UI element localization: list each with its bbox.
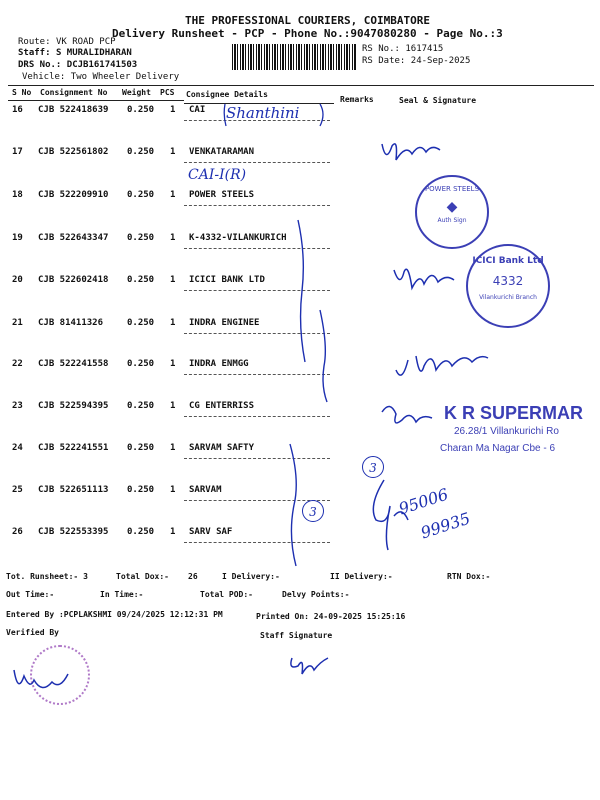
stamp-text: Auth Sign xyxy=(437,217,467,224)
printed-on: Printed On: 24-09-2025 15:25:16 xyxy=(256,612,406,621)
drs-line xyxy=(18,60,137,70)
delivery-points-label: Delvy Points:- xyxy=(282,590,350,599)
row-pcs: 1 xyxy=(170,527,176,537)
handwritten-phone: 95006 xyxy=(396,484,451,519)
col-seal-signature: Seal & Signature xyxy=(399,96,477,105)
verified-signature xyxy=(8,660,88,700)
handwritten-phone: 99935 xyxy=(418,508,473,543)
row-divider xyxy=(184,458,330,459)
row-consignee: K-4332-VILANKURICH xyxy=(189,233,287,243)
row-divider xyxy=(184,416,330,417)
rs-date-label: RS Date: xyxy=(362,56,406,66)
staff-line xyxy=(18,48,132,58)
row-consignment-no: CJB 522643347 xyxy=(38,233,109,243)
circle-mark-text: 3 xyxy=(369,461,377,475)
staff-value: S MURALIDHARAN xyxy=(55,48,132,58)
row-weight: 0.250 xyxy=(127,275,155,285)
col-remarks: Remarks xyxy=(340,95,374,104)
header-top-rule xyxy=(8,85,594,86)
table-row xyxy=(0,186,600,206)
row-consignment-no: CJB 522594395 xyxy=(38,401,109,411)
kr-supermarket-stamp-address: 26.28/1 Villankurichi Ro xyxy=(454,426,559,437)
row-pcs: 1 xyxy=(170,359,176,369)
row-consignee: SARVAM SAFTY xyxy=(189,443,255,453)
circle-mark xyxy=(302,500,324,522)
ii-delivery-label: II Delivery:- xyxy=(330,572,393,581)
route-value: VK ROAD PCP xyxy=(55,37,116,47)
row-sno: 18 xyxy=(12,190,23,200)
rs-date-line xyxy=(362,56,470,66)
barcode-image xyxy=(232,44,356,70)
row-sno: 19 xyxy=(12,233,23,243)
row-weight: 0.250 xyxy=(127,401,155,411)
row-consignment-no: CJB 522553395 xyxy=(38,527,109,537)
row-sno: 16 xyxy=(12,105,23,115)
vehicle-label: Vehicle: xyxy=(22,72,66,82)
row-consignee: CG ENTERRISS xyxy=(189,401,255,411)
row-sno: 22 xyxy=(12,359,23,369)
signature-row23 xyxy=(376,398,436,432)
row-weight: 0.250 xyxy=(127,443,155,453)
drs-value: DCJB161741503 xyxy=(66,60,138,70)
row-sno: 21 xyxy=(12,318,23,328)
stamp-code: 4332 xyxy=(492,274,524,288)
row-pcs: 1 xyxy=(170,147,176,157)
out-time-label: Out Time:- xyxy=(6,590,55,599)
signature-row20 xyxy=(390,258,460,298)
rs-date-value: 24-Sep-2025 xyxy=(410,56,471,66)
entered-by: Entered By :PCPLAKSHMI 09/24/2025 12:12:31 PM xyxy=(6,610,223,619)
col-sno: S No xyxy=(12,88,32,97)
drs-label: DRS No.: xyxy=(18,60,62,70)
rs-no-label: RS No.: xyxy=(362,44,400,54)
total-dox-label: Total Dox:- xyxy=(116,572,169,581)
row-divider xyxy=(184,162,330,163)
row-pcs: 1 xyxy=(170,443,176,453)
col-weight: Weight xyxy=(122,88,151,97)
stamp-text: ICICI Bank Ltd xyxy=(472,256,544,266)
staff-label: Staff: xyxy=(18,48,51,58)
row-sno: 20 xyxy=(12,275,23,285)
row-pcs: 1 xyxy=(170,105,176,115)
row-pcs: 1 xyxy=(170,485,176,495)
row-pcs: 1 xyxy=(170,275,176,285)
row-consignee: SARVAM xyxy=(189,485,222,495)
stamp-emblem: ◆ xyxy=(446,199,458,215)
row-consignment-no: CJB 522602418 xyxy=(38,275,109,285)
bracket-rows-19-21 xyxy=(296,216,310,366)
row-pcs: 1 xyxy=(170,401,176,411)
row-pcs: 1 xyxy=(170,233,176,243)
rs-no-line xyxy=(362,44,443,54)
i-delivery-label: I Delivery:- xyxy=(222,572,280,581)
company-name: THE PROFESSIONAL COURIERS, COIMBATORE xyxy=(185,14,431,27)
staff-signature-label: Staff Signature xyxy=(260,631,333,640)
col-consignee: Consignee Details xyxy=(186,90,268,99)
bracket-rows-21-23 xyxy=(318,306,332,406)
total-dox-value: 26 xyxy=(188,572,198,581)
handwritten-note: CAI-I(R) xyxy=(188,167,247,183)
kr-supermarket-stamp-name: K R SUPERMAR xyxy=(444,403,584,423)
col-pcs: PCS xyxy=(160,88,175,97)
row-weight: 0.250 xyxy=(127,190,155,200)
row-consignee: SARV SAF xyxy=(189,527,233,537)
row-consignee: CAI xyxy=(189,105,206,115)
total-runsheet: Tot. Runsheet:- 3 xyxy=(6,572,88,581)
row-weight: 0.250 xyxy=(127,485,155,495)
total-pod-label: Total POD:- xyxy=(200,590,253,599)
vehicle-value: Two Wheeler Delivery xyxy=(70,72,180,82)
row-consignment-no: CJB 522241551 xyxy=(38,443,109,453)
icici-bank-stamp xyxy=(466,244,550,328)
row-sno: 23 xyxy=(12,401,23,411)
row-consignee: ICICI BANK LTD xyxy=(189,275,265,285)
circle-mark xyxy=(362,456,384,478)
row-consignment-no: CJB 81411326 xyxy=(38,318,104,328)
staff-signature xyxy=(284,644,334,684)
row-consignee: VENKATARAMAN xyxy=(189,147,255,157)
row-consignment-no: CJB 522561802 xyxy=(38,147,109,157)
row-weight: 0.250 xyxy=(127,359,155,369)
route-label: Route: xyxy=(18,37,51,47)
row-weight: 0.250 xyxy=(127,147,155,157)
handwritten-box xyxy=(220,100,330,130)
table-row xyxy=(0,143,600,163)
handwritten-name: Shanthini xyxy=(226,104,300,122)
row-pcs: 1 xyxy=(170,318,176,328)
stamp-text: Vilankurichi Branch xyxy=(479,294,537,301)
row-consignment-no: CJB 522241558 xyxy=(38,359,109,369)
rtn-dox-label: RTN Dox:- xyxy=(447,572,491,581)
row-divider xyxy=(184,374,330,375)
row-sno: 26 xyxy=(12,527,23,537)
row-pcs: 1 xyxy=(170,190,176,200)
row-weight: 0.250 xyxy=(127,318,155,328)
row-sno: 17 xyxy=(12,147,23,157)
row-sno: 24 xyxy=(12,443,23,453)
vehicle-line xyxy=(22,72,179,82)
in-time-label: In Time:- xyxy=(100,590,144,599)
kr-supermarket-stamp-area: Charan Ma Nagar Cbe - 6 xyxy=(440,443,556,454)
row-weight: 0.250 xyxy=(127,527,155,537)
row-consignee: INDRA ENMGG xyxy=(189,359,249,369)
runsheet-subtitle: Delivery Runsheet - PCP - Phone No.:9047080280 - Page No.:3 xyxy=(112,27,503,40)
circle-mark-text: 3 xyxy=(309,505,317,519)
signature-row22 xyxy=(392,340,492,390)
row-sno: 25 xyxy=(12,485,23,495)
row-weight: 0.250 xyxy=(127,233,155,243)
row-divider xyxy=(184,205,330,206)
power-steels-stamp xyxy=(415,175,489,249)
stamp-text: POWER STEELS xyxy=(424,185,480,193)
row-weight: 0.250 xyxy=(127,105,155,115)
signature-row17 xyxy=(376,134,446,170)
route-line xyxy=(18,37,116,47)
row-divider xyxy=(184,542,330,543)
col-consignment: Consignment No xyxy=(40,88,108,97)
rs-no-value: 1617415 xyxy=(405,44,444,54)
verified-by-label: Verified By xyxy=(6,628,59,637)
bracket-rows-24-26 xyxy=(286,440,302,570)
row-consignment-no: CJB 522209910 xyxy=(38,190,109,200)
row-consignment-no: CJB 522418639 xyxy=(38,105,109,115)
row-consignee: INDRA ENGINEE xyxy=(189,318,260,328)
row-consignee: POWER STEELS xyxy=(189,190,255,200)
row-consignment-no: CJB 522651113 xyxy=(38,485,109,495)
